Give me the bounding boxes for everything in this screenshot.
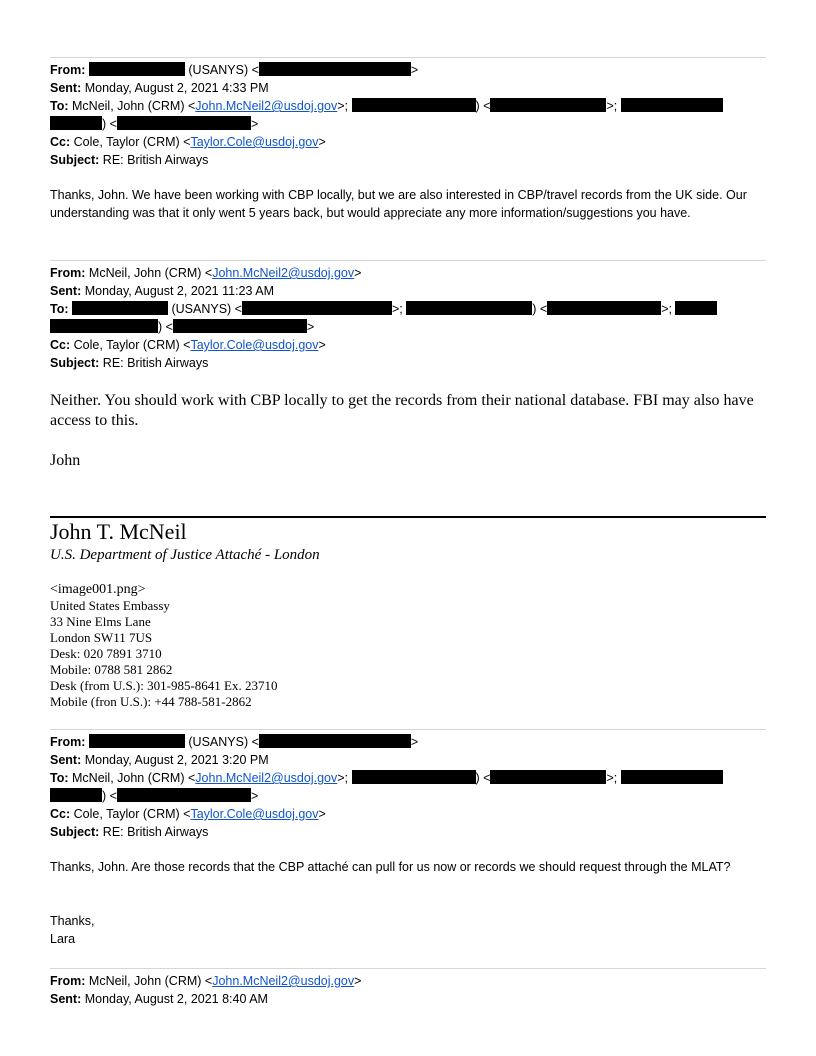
from-value: McNeil, John (CRM) < [88,266,213,280]
cc-end: > [318,135,326,149]
email-body: Thanks, John. Are those records that the CBP attaché can pull for us now or records we should request through the MLAT? [50,860,731,874]
redaction [117,116,251,130]
sent-label: Sent: [50,753,82,767]
to-l2-mid: ) < [158,320,173,334]
to-label: To: [50,302,69,316]
to-line [50,97,766,115]
to-a: (USANYS) < [171,302,242,316]
from-label: From: [50,735,86,749]
from-email-link[interactable]: John.McNeil2@usdoj.gov [212,266,355,280]
redaction [89,734,185,748]
signature-line: Desk: 020 7891 3710 [50,646,162,661]
to-label: To: [50,99,69,113]
cc-label: Cc: [50,338,71,352]
redaction [259,62,411,76]
sent-label: Sent: [50,992,82,1006]
subject-line [50,151,766,169]
signature-title: U.S. Department of Justice Attaché - London [50,547,320,563]
redaction [173,319,307,333]
redaction [50,319,158,333]
email-header [50,264,766,372]
subject-label: Subject: [50,153,100,167]
subject-label: Subject: [50,825,100,839]
to-c: ) < [532,302,548,316]
to-line [50,769,766,787]
from-value: McNeil, John (CRM) < [88,974,213,988]
signature-image-placeholder: <image001.png> [50,582,146,597]
to-l2-end: > [250,789,259,803]
signature-rule [50,516,766,518]
divider [50,729,766,730]
to-l2-end: > [306,320,315,334]
sent-line [50,79,766,97]
sign-off: John [50,452,81,469]
to-sep: >; [337,771,349,785]
cc-line [50,805,766,823]
signature-line: Mobile (fron U.S.): +44 788-581-2862 [50,694,252,709]
signature-line: United States Embassy [50,598,170,613]
sent-value: Monday, August 2, 2021 8:40 AM [84,992,268,1006]
divider [50,260,766,261]
cc-label: Cc: [50,135,71,149]
signature [50,519,766,565]
signature-line: London SW11 7US [50,630,153,645]
subject-value: RE: British Airways [102,153,209,167]
redaction [50,788,102,802]
from-value: (USANYS) < [188,735,259,749]
email-header [50,733,766,841]
cc-email-link[interactable]: Taylor.Cole@usdoj.gov [190,807,319,821]
from-line [50,264,766,282]
from-end: > [410,735,419,749]
redaction [242,301,392,315]
to-tail: >; [606,99,618,113]
signature-line: 33 Nine Elms Lane [50,614,151,629]
from-line [50,733,766,751]
redaction [490,98,606,112]
from-label: From: [50,63,86,77]
to-l2-end: > [250,117,259,131]
cc-line [50,133,766,151]
to-d: >; [661,302,672,316]
sent-label: Sent: [50,284,82,298]
from-label: From: [50,266,86,280]
from-line [50,972,766,990]
to-value: McNeil, John (CRM) < [72,771,196,785]
subject-line [50,354,766,372]
subject-value: RE: British Airways [102,356,209,370]
from-end: > [410,63,419,77]
redaction [621,770,723,784]
redaction [406,301,532,315]
email-body: Neither. You should work with CBP locally to get the records from their national database. FBI may also have access to this. [50,392,754,429]
to-label: To: [50,771,69,785]
cc-value: Cole, Taylor (CRM) < [73,338,191,352]
cc-end: > [318,807,326,821]
to-line-2 [50,318,766,336]
cc-value: Cole, Taylor (CRM) < [73,807,191,821]
subject-label: Subject: [50,356,100,370]
sent-value: Monday, August 2, 2021 11:23 AM [84,284,274,298]
from-end: > [354,266,362,280]
cc-email-link[interactable]: Taylor.Cole@usdoj.gov [190,338,319,352]
sent-line [50,990,766,1008]
redaction [89,62,185,76]
closing [50,912,766,948]
to-mid: ) < [475,771,491,785]
to-mid: ) < [475,99,491,113]
from-line [50,61,766,79]
from-email-link[interactable]: John.McNeil2@usdoj.gov [212,974,355,988]
redaction [50,116,102,130]
subject-value: RE: British Airways [102,825,209,839]
signature-name: John T. McNeil [50,519,187,544]
to-value: McNeil, John (CRM) < [72,99,196,113]
to-line-2 [50,787,766,805]
to-tail: >; [606,771,618,785]
sent-value: Monday, August 2, 2021 4:33 PM [84,81,269,95]
from-value: (USANYS) < [188,63,259,77]
redaction [72,301,168,315]
redaction [259,734,411,748]
to-email-link[interactable]: John.McNeil2@usdoj.gov [195,771,338,785]
signature-line: Mobile: 0788 581 2862 [50,662,173,677]
to-sep: >; [337,99,349,113]
cc-end: > [318,338,326,352]
sent-value: Monday, August 2, 2021 3:20 PM [84,753,269,767]
sent-line [50,751,766,769]
from-label: From: [50,974,86,988]
cc-email-link[interactable]: Taylor.Cole@usdoj.gov [190,135,319,149]
redaction [352,98,476,112]
cc-label: Cc: [50,807,71,821]
divider [50,57,766,58]
to-l2-mid: ) < [102,117,117,131]
to-l2-mid: ) < [102,789,117,803]
from-end: > [354,974,362,988]
to-b: >; [392,302,403,316]
subject-line [50,823,766,841]
email-body: Thanks, John. We have been working with CBP locally, but we are also interested in CBP/travel records from the UK side. Our understanding was that it only went 5 years back, but would appreciate any more information/suggestions you have. [50,188,747,220]
redaction [117,788,251,802]
redaction [352,770,476,784]
email-header [50,61,766,169]
divider [50,968,766,969]
sent-label: Sent: [50,81,82,95]
email-header [50,972,766,1008]
closing-thanks: Thanks, [50,914,95,928]
signature-details [50,582,766,710]
to-line-2 [50,115,766,133]
sent-line [50,282,766,300]
to-email-link[interactable]: John.McNeil2@usdoj.gov [195,99,338,113]
signature-line: Desk (from U.S.): 301-985-8641 Ex. 23710 [50,678,278,693]
redaction [621,98,723,112]
cc-line [50,336,766,354]
to-line [50,300,766,318]
redaction [547,301,661,315]
redaction [490,770,606,784]
cc-value: Cole, Taylor (CRM) < [73,135,191,149]
redaction [675,301,717,315]
sign-off: Lara [50,932,76,946]
